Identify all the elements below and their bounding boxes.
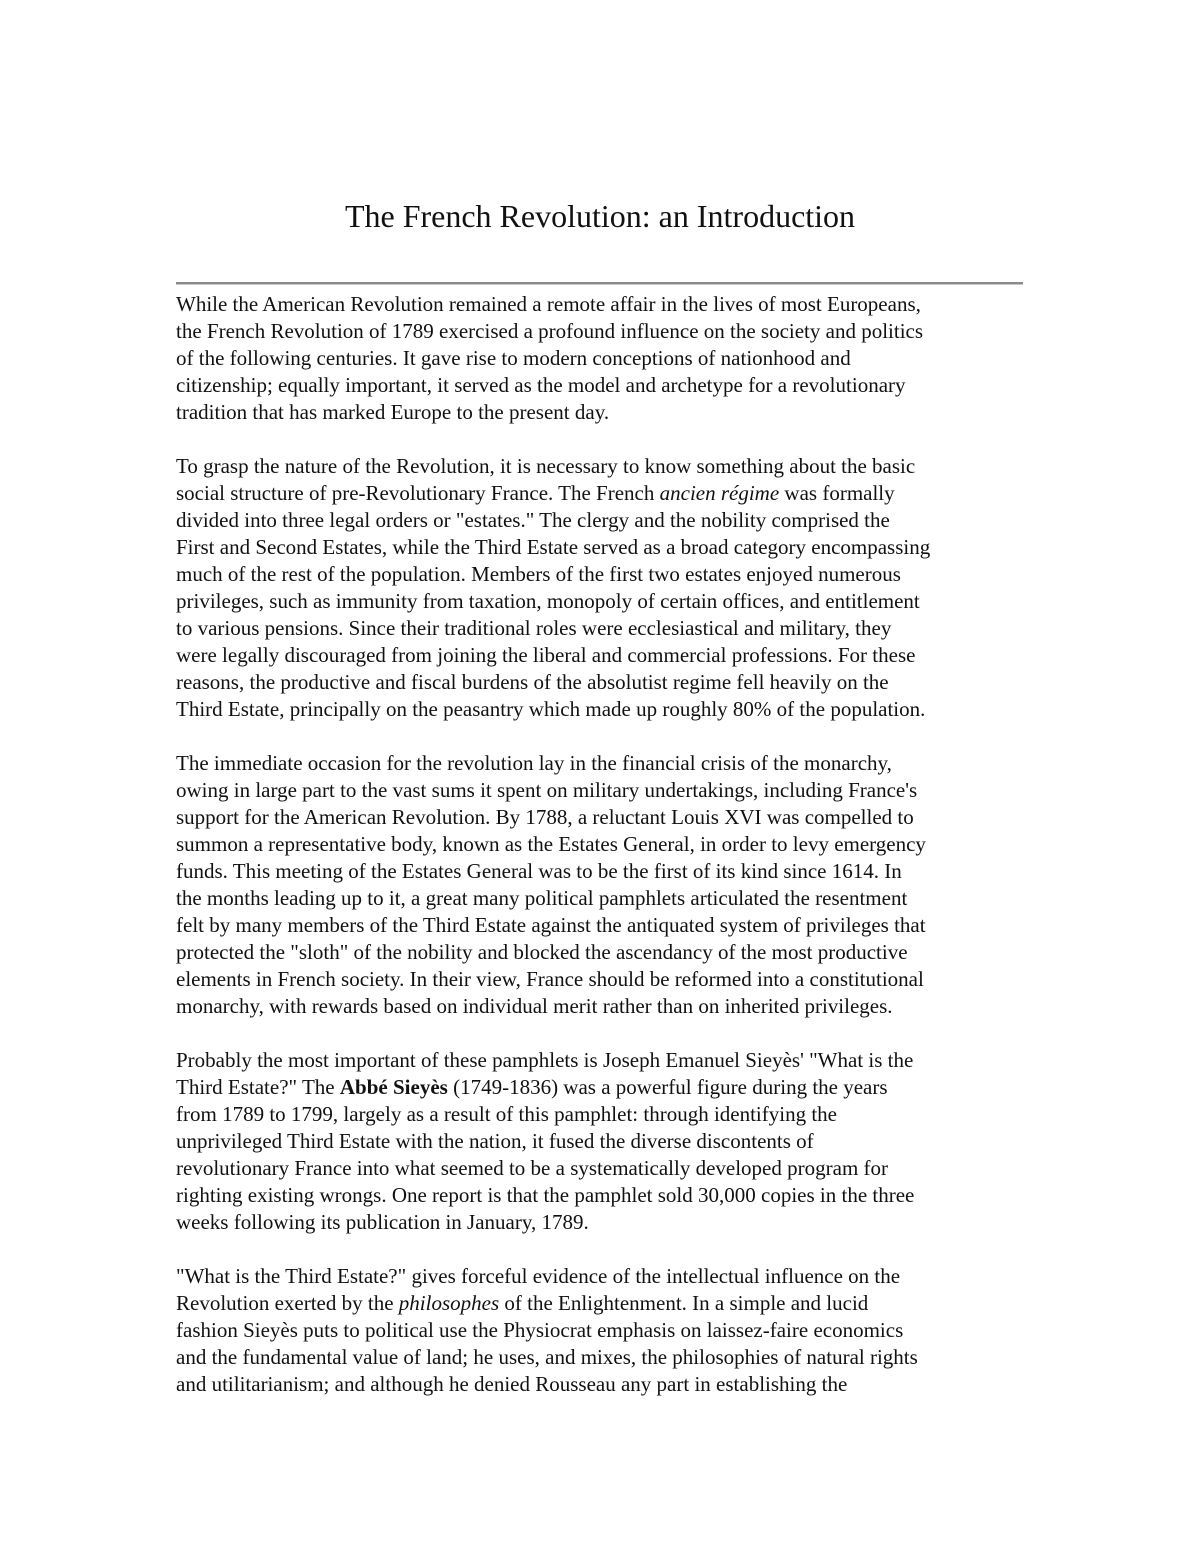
text-line bbox=[176, 831, 1046, 858]
text-line bbox=[176, 858, 1046, 885]
text-line bbox=[176, 588, 1046, 615]
text-run: citizenship; equally important, it served as the model and archetype for a revolutionary bbox=[176, 373, 906, 397]
text-line bbox=[176, 669, 1046, 696]
text-run: support for the American Revolution. By 1788, a reluctant Louis XVI was compelled to bbox=[176, 805, 914, 829]
text-line bbox=[176, 939, 1046, 966]
text-line bbox=[176, 318, 1046, 345]
text-run: summon a representative body, known as the Estates General, in order to levy emergency bbox=[176, 832, 926, 856]
text-line bbox=[176, 912, 1046, 939]
text-line bbox=[176, 750, 1046, 777]
text-run: owing in large part to the vast sums it spent on military undertakings, including France's bbox=[176, 778, 918, 802]
text-line bbox=[176, 993, 1046, 1020]
text-line bbox=[176, 1371, 1046, 1398]
text-line bbox=[176, 345, 1046, 372]
italic-term: ancien régime bbox=[659, 481, 780, 505]
text-run: privileges, such as immunity from taxation, monopoly of certain offices, and entitlement bbox=[176, 589, 920, 613]
text-run: First and Second Estates, while the Third Estate served as a broad category encompassing bbox=[176, 535, 931, 559]
text-run: Third Estate, principally on the peasantry which made up roughly 80% of the population. bbox=[176, 697, 926, 721]
text-run: were legally discouraged from joining the liberal and commercial professions. For these bbox=[176, 643, 916, 667]
text-run: divided into three legal orders or "estates." The clergy and the nobility comprised the bbox=[176, 508, 890, 532]
paragraph bbox=[176, 750, 1046, 1020]
text-run: (1749-1836) was a powerful figure during the years bbox=[447, 1075, 888, 1099]
document-title: The French Revolution: an Introduction bbox=[344, 198, 856, 234]
text-run: social structure of pre-Revolutionary France. The French bbox=[176, 481, 660, 505]
text-line bbox=[176, 372, 1046, 399]
title-divider bbox=[176, 282, 1023, 285]
text-run: unprivileged Third Estate with the nation, it fused the diverse discontents of bbox=[176, 1129, 814, 1153]
text-line bbox=[176, 534, 1046, 561]
text-line bbox=[176, 804, 1046, 831]
text-run: To grasp the nature of the Revolution, it is necessary to know something about the basic bbox=[176, 454, 916, 478]
text-run: weeks following its publication in January, 1789. bbox=[176, 1210, 589, 1234]
bold-term: Abbé Sieyès bbox=[339, 1075, 448, 1099]
text-line bbox=[176, 507, 1046, 534]
text-line bbox=[176, 561, 1046, 588]
text-run: from 1789 to 1799, largely as a result of this pamphlet: through identifying the bbox=[176, 1102, 837, 1126]
text-run: protected the "sloth" of the nobility and blocked the ascendancy of the most productive bbox=[176, 940, 908, 964]
text-line bbox=[176, 453, 1046, 480]
text-run: tradition that has marked Europe to the present day. bbox=[176, 400, 610, 424]
text-line bbox=[176, 1182, 1046, 1209]
text-line bbox=[176, 291, 1046, 318]
text-run: revolutionary France into what seemed to be a systematically developed program for bbox=[176, 1156, 889, 1180]
text-run: Probably the most important of these pamphlets is Joseph Emanuel Sieyès' "What is the bbox=[176, 1048, 914, 1072]
text-run: to various pensions. Since their traditional roles were ecclesiastical and military, they bbox=[176, 616, 892, 640]
text-line bbox=[176, 966, 1046, 993]
paragraph bbox=[176, 1047, 1046, 1236]
text-run: monarchy, with rewards based on individual merit rather than on inherited privileges. bbox=[176, 994, 893, 1018]
text-line bbox=[176, 480, 1046, 507]
text-line bbox=[176, 696, 1046, 723]
document-body bbox=[176, 291, 1046, 1425]
text-run: elements in French society. In their view, France should be reformed into a constitutional bbox=[176, 967, 924, 991]
italic-term: philosophes bbox=[398, 1291, 500, 1315]
text-line bbox=[176, 1263, 1046, 1290]
text-run: felt by many members of the Third Estate against the antiquated system of privileges that bbox=[176, 913, 926, 937]
text-line bbox=[176, 1047, 1046, 1074]
text-line bbox=[176, 1344, 1046, 1371]
paragraph bbox=[176, 291, 1046, 426]
text-line bbox=[176, 1101, 1046, 1128]
text-run: the months leading up to it, a great many political pamphlets articulated the resentment bbox=[176, 886, 908, 910]
text-line bbox=[176, 1074, 1046, 1101]
text-line bbox=[176, 1290, 1046, 1317]
text-line bbox=[176, 1317, 1046, 1344]
text-run: The immediate occasion for the revolution lay in the financial crisis of the monarchy, bbox=[176, 751, 892, 775]
text-line bbox=[176, 1128, 1046, 1155]
text-run: righting existing wrongs. One report is that the pamphlet sold 30,000 copies in the three bbox=[176, 1183, 915, 1207]
text-run: and the fundamental value of land; he uses, and mixes, the philosophies of natural rights bbox=[176, 1345, 918, 1369]
text-run: much of the rest of the population. Members of the first two estates enjoyed numerous bbox=[176, 562, 901, 586]
text-line bbox=[176, 885, 1046, 912]
text-line bbox=[176, 777, 1046, 804]
text-run: of the following centuries. It gave rise to modern conceptions of nationhood and bbox=[176, 346, 851, 370]
text-run: Third Estate?" The bbox=[176, 1075, 340, 1099]
text-run: fashion Sieyès puts to political use the Physiocrat emphasis on laissez-faire economics bbox=[176, 1318, 904, 1342]
text-line bbox=[176, 399, 1046, 426]
text-run: Revolution exerted by the bbox=[176, 1291, 399, 1315]
text-run: and utilitarianism; and although he denied Rousseau any part in establishing the bbox=[176, 1372, 848, 1396]
text-run: "What is the Third Estate?" gives forceful evidence of the intellectual influence on the bbox=[176, 1264, 901, 1288]
text-run: of the Enlightenment. In a simple and lucid bbox=[499, 1291, 869, 1315]
text-run: While the American Revolution remained a remote affair in the lives of most Europeans, bbox=[176, 292, 921, 316]
text-run: the French Revolution of 1789 exercised a profound influence on the society and politics bbox=[176, 319, 924, 343]
text-line bbox=[176, 1209, 1046, 1236]
text-line bbox=[176, 642, 1046, 669]
text-run: reasons, the productive and fiscal burdens of the absolutist regime fell heavily on the bbox=[176, 670, 889, 694]
text-run: funds. This meeting of the Estates General was to be the first of its kind since 1614. In bbox=[176, 859, 902, 883]
text-line bbox=[176, 615, 1046, 642]
text-line bbox=[176, 1155, 1046, 1182]
paragraph bbox=[176, 1263, 1046, 1398]
paragraph bbox=[176, 453, 1046, 723]
text-run: was formally bbox=[779, 481, 895, 505]
